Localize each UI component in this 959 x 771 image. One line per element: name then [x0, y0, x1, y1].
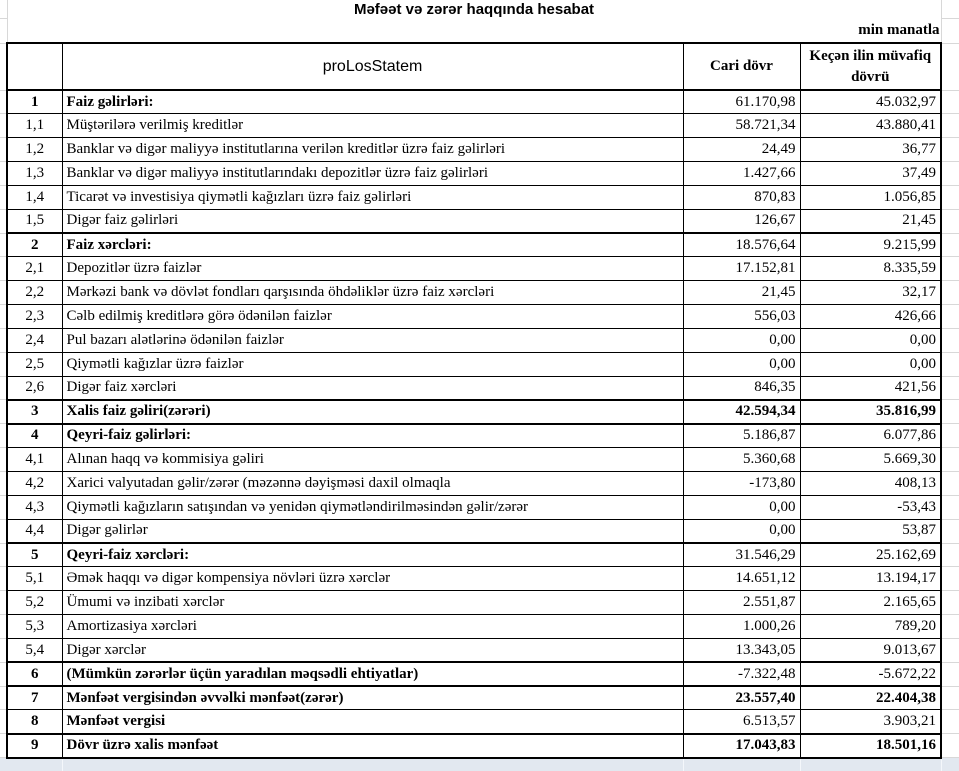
current-value-cell[interactable]: 2.551,87 — [683, 591, 800, 615]
sheet-margin-right — [941, 662, 959, 686]
sheet-margin-right — [941, 18, 959, 43]
row-label-cell[interactable]: Ümumi və inzibati xərclər — [62, 591, 683, 615]
row-number-cell[interactable]: 4,2 — [7, 472, 62, 496]
sheet-margin-right — [941, 615, 959, 639]
previous-value-cell[interactable]: 789,20 — [800, 615, 941, 639]
table-row — [0, 185, 959, 209]
sheet-margin-right — [941, 591, 959, 615]
previous-value-cell[interactable]: 8.335,59 — [800, 257, 941, 281]
row-label-cell[interactable]: Xarici valyutadan gəlir/zərər (məzənnə dəyişməsi daxil olmaqla — [62, 472, 683, 496]
sheet-margin-left — [0, 662, 7, 686]
sheet-margin-left — [0, 734, 7, 758]
table-row — [0, 114, 959, 138]
table-row — [0, 591, 959, 615]
current-value-cell[interactable]: 13.343,05 — [683, 638, 800, 662]
row-number-cell[interactable]: 1,2 — [7, 138, 62, 162]
table-row — [0, 281, 959, 305]
current-value-cell[interactable]: 21,45 — [683, 281, 800, 305]
table-row — [0, 615, 959, 639]
table-row — [0, 209, 959, 233]
previous-value-cell[interactable]: 35.816,99 — [800, 400, 941, 424]
current-value-cell[interactable]: 556,03 — [683, 305, 800, 329]
row-label-cell[interactable]: Alınan haqq və kommisiya gəliri — [62, 448, 683, 472]
current-value-cell[interactable]: 846,35 — [683, 376, 800, 400]
table-row — [0, 567, 959, 591]
row-label-cell[interactable]: Digər faiz xərcləri — [62, 376, 683, 400]
row-number-cell[interactable]: 5,2 — [7, 591, 62, 615]
row-number-cell[interactable]: 6 — [7, 662, 62, 686]
row-label-cell[interactable]: Mənfəət vergisindən əvvəlki mənfəət(zərər) — [62, 686, 683, 710]
previous-value-cell[interactable]: 0,00 — [800, 352, 941, 376]
row-number-cell[interactable]: 8 — [7, 710, 62, 734]
row-label-cell[interactable]: Ticarət və investisiya qiymətli kağızları üzrə faiz gəlirləri — [62, 185, 683, 209]
current-value-cell[interactable]: 18.576,64 — [683, 233, 800, 257]
sheet-margin-left — [0, 0, 7, 18]
next-row-cell — [941, 758, 959, 771]
previous-value-cell[interactable]: 9.215,99 — [800, 233, 941, 257]
table-row — [0, 495, 959, 519]
sheet-margin-right — [941, 424, 959, 448]
sheet-margin-right — [941, 209, 959, 233]
row-label-cell[interactable]: Müştərilərə verilmiş kreditlər — [62, 114, 683, 138]
sheet-margin-right — [941, 472, 959, 496]
unit-label[interactable]: min manatla — [858, 21, 940, 38]
previous-value-cell[interactable]: 13.194,17 — [800, 567, 941, 591]
row-label-cell[interactable]: Xalis faiz gəliri(zərəri) — [62, 400, 683, 424]
previous-value-cell[interactable]: 32,17 — [800, 281, 941, 305]
row-number-cell[interactable]: 1,3 — [7, 162, 62, 186]
table-row — [0, 328, 959, 352]
table-row — [0, 138, 959, 162]
current-value-cell[interactable]: 6.513,57 — [683, 710, 800, 734]
previous-value-cell[interactable]: 5.669,30 — [800, 448, 941, 472]
sheet-margin-right — [941, 43, 959, 90]
sheet-margin-right — [941, 495, 959, 519]
row-number-cell[interactable]: 5,4 — [7, 638, 62, 662]
current-value-cell[interactable]: 58.721,34 — [683, 114, 800, 138]
table-row — [0, 257, 959, 281]
row-label-cell[interactable]: Əmək haqqı və digər kompensiya növləri üzrə xərclər — [62, 567, 683, 591]
sheet-margin-right — [941, 519, 959, 543]
row-label-cell[interactable]: Dövr üzrə xalis mənfəət — [62, 734, 683, 758]
row-number-cell[interactable]: 2,2 — [7, 281, 62, 305]
sheet-margin-right — [941, 352, 959, 376]
row-label-cell[interactable]: Amortizasiya xərcləri — [62, 615, 683, 639]
sheet-margin-right — [941, 328, 959, 352]
previous-value-cell[interactable]: 408,13 — [800, 472, 941, 496]
previous-value-cell[interactable]: 36,77 — [800, 138, 941, 162]
sheet-margin-left — [0, 400, 7, 424]
previous-value-cell[interactable]: 426,66 — [800, 305, 941, 329]
header-current-period-cell[interactable]: Cari dövr — [683, 43, 800, 90]
table-row — [0, 352, 959, 376]
previous-value-cell[interactable]: 1.056,85 — [800, 185, 941, 209]
row-label-cell[interactable]: Digər faiz gəlirləri — [62, 209, 683, 233]
sheet-margin-left — [0, 519, 7, 543]
sheet-margin-right — [941, 400, 959, 424]
table-row — [0, 734, 959, 758]
sheet-margin-right — [941, 257, 959, 281]
table-row — [0, 662, 959, 686]
next-row-cell — [800, 758, 941, 771]
sheet-margin-right — [941, 567, 959, 591]
row-label-cell[interactable]: Qeyri-faiz gəlirləri: — [62, 424, 683, 448]
current-value-cell[interactable]: 870,83 — [683, 185, 800, 209]
row-label-cell[interactable]: (Mümkün zərərlər üçün yaradılan məqsədli ehtiyatlar) — [62, 662, 683, 686]
row-number-cell[interactable]: 9 — [7, 734, 62, 758]
row-label-cell[interactable]: Mərkəzi bank və dövlət fondları qarşısında öhdəliklər üzrə faiz xərcləri — [62, 281, 683, 305]
sheet-margin-left — [0, 591, 7, 615]
previous-value-cell[interactable]: 45.032,97 — [800, 90, 941, 114]
sheet-margin-left — [0, 305, 7, 329]
row-number-cell[interactable]: 2,5 — [7, 352, 62, 376]
row-number-cell[interactable]: 1,1 — [7, 114, 62, 138]
row-number-cell[interactable]: 5,1 — [7, 567, 62, 591]
previous-value-cell[interactable]: 2.165,65 — [800, 591, 941, 615]
sheet-margin-right — [941, 734, 959, 758]
previous-value-cell[interactable]: 37,49 — [800, 162, 941, 186]
row-number-cell[interactable]: 1,4 — [7, 185, 62, 209]
current-value-cell[interactable]: 1.427,66 — [683, 162, 800, 186]
report-title[interactable]: Məfəət və zərər haqqında hesabat — [353, 0, 595, 18]
row-label-cell[interactable]: Qeyri-faiz xərcləri: — [62, 543, 683, 567]
row-number-cell[interactable]: 4,3 — [7, 495, 62, 519]
sheet-margin-right — [941, 281, 959, 305]
sheet-margin-right — [941, 305, 959, 329]
table-row — [0, 424, 959, 448]
sheet-margin-left — [0, 543, 7, 567]
previous-value-cell[interactable]: 9.013,67 — [800, 638, 941, 662]
table-row — [0, 448, 959, 472]
previous-value-cell[interactable]: 25.162,69 — [800, 543, 941, 567]
sheet-margin-left — [0, 43, 7, 90]
sheet-margin-left — [0, 90, 7, 114]
row-number-cell[interactable]: 2,4 — [7, 328, 62, 352]
sheet-margin-right — [941, 138, 959, 162]
header-name-cell[interactable]: proLosStatem — [62, 43, 683, 90]
previous-value-cell[interactable]: 421,56 — [800, 376, 941, 400]
row-number-cell[interactable]: 1 — [7, 90, 62, 114]
current-value-cell[interactable]: 5.186,87 — [683, 424, 800, 448]
row-label-cell[interactable]: Faiz xərcləri: — [62, 233, 683, 257]
row-label-cell[interactable]: Mənfəət vergisi — [62, 710, 683, 734]
row-label-cell[interactable]: Qiymətli kağızlar üzrə faizlər — [62, 352, 683, 376]
title-row — [0, 0, 959, 18]
sheet-margin-right — [941, 376, 959, 400]
current-value-cell[interactable]: 0,00 — [683, 519, 800, 543]
current-value-cell[interactable]: 24,49 — [683, 138, 800, 162]
table-row — [0, 543, 959, 567]
table-row — [0, 376, 959, 400]
row-label-cell[interactable]: Digər xərclər — [62, 638, 683, 662]
sheet-margin-left — [0, 162, 7, 186]
table-row — [0, 638, 959, 662]
sheet-margin-right — [941, 185, 959, 209]
sheet-margin-left — [0, 615, 7, 639]
row-label-cell[interactable]: Banklar və digər maliyyə institutlarındakı depozitlər üzrə faiz gəlirləri — [62, 162, 683, 186]
previous-value-cell[interactable]: 53,87 — [800, 519, 941, 543]
previous-value-cell[interactable]: 18.501,16 — [800, 734, 941, 758]
previous-value-cell[interactable]: 21,45 — [800, 209, 941, 233]
row-number-cell[interactable]: 5,3 — [7, 615, 62, 639]
sheet-margin-left — [0, 281, 7, 305]
previous-value-cell[interactable]: 6.077,86 — [800, 424, 941, 448]
sheet-margin-left — [0, 114, 7, 138]
sheet-margin-left — [0, 567, 7, 591]
sheet-margin-left — [0, 686, 7, 710]
sheet-margin-right — [941, 686, 959, 710]
sheet-margin-right — [941, 162, 959, 186]
sheet-margin-left — [0, 472, 7, 496]
sheet-margin-right — [941, 638, 959, 662]
table-row — [0, 90, 959, 114]
header-row-number-cell[interactable] — [7, 43, 62, 90]
next-row-cell — [683, 758, 800, 771]
sheet-margin-left — [0, 352, 7, 376]
previous-value-cell[interactable]: -53,43 — [800, 495, 941, 519]
row-number-cell[interactable]: 4,4 — [7, 519, 62, 543]
sheet-margin-left — [0, 18, 7, 43]
row-number-cell[interactable]: 2,6 — [7, 376, 62, 400]
row-label-cell[interactable]: Qiymətli kağızların satışından və yenidən qiymətləndirilməsindən gəlir/zərər — [62, 495, 683, 519]
sheet-margin-right — [941, 0, 959, 18]
table-row — [0, 519, 959, 543]
current-value-cell[interactable]: 23.557,40 — [683, 686, 800, 710]
table-header-row — [0, 43, 959, 90]
sheet-margin-left — [0, 710, 7, 734]
sheet-margin-left — [0, 233, 7, 257]
row-label-cell[interactable]: Pul bazarı alətlərinə ödənilən faizlər — [62, 328, 683, 352]
table-body — [0, 90, 959, 758]
table-row — [0, 472, 959, 496]
table-row — [0, 233, 959, 257]
current-value-cell[interactable]: 0,00 — [683, 352, 800, 376]
previous-value-cell[interactable]: 0,00 — [800, 328, 941, 352]
row-label-cell[interactable]: Cəlb edilmiş kreditlərə görə ödənilən faizlər — [62, 305, 683, 329]
sheet-margin-left — [0, 257, 7, 281]
sheet-margin-left — [0, 185, 7, 209]
next-row-cell — [62, 758, 683, 771]
sheet-margin-left — [0, 495, 7, 519]
current-value-cell[interactable]: 31.546,29 — [683, 543, 800, 567]
sheet-margin-right — [941, 233, 959, 257]
current-value-cell[interactable]: 61.170,98 — [683, 90, 800, 114]
current-value-cell[interactable]: 42.594,34 — [683, 400, 800, 424]
sheet-margin-left — [0, 328, 7, 352]
sheet-margin-right — [941, 543, 959, 567]
current-value-cell[interactable]: 0,00 — [683, 495, 800, 519]
row-number-cell[interactable]: 2 — [7, 233, 62, 257]
current-value-cell[interactable]: 17.043,83 — [683, 734, 800, 758]
row-number-cell[interactable]: 7 — [7, 686, 62, 710]
previous-value-cell[interactable]: 43.880,41 — [800, 114, 941, 138]
row-number-cell[interactable]: 4 — [7, 424, 62, 448]
current-value-cell[interactable]: 126,67 — [683, 209, 800, 233]
current-value-cell[interactable]: 14.651,12 — [683, 567, 800, 591]
row-label-cell[interactable]: Faiz gəlirləri: — [62, 90, 683, 114]
sheet-next-row — [0, 758, 959, 771]
next-row-cell — [0, 758, 7, 771]
unit-row — [0, 18, 959, 43]
previous-value-cell[interactable]: -5.672,22 — [800, 662, 941, 686]
table-row — [0, 686, 959, 710]
current-value-cell[interactable]: 5.360,68 — [683, 448, 800, 472]
row-number-cell[interactable]: 2,1 — [7, 257, 62, 281]
sheet-margin-left — [0, 638, 7, 662]
sheet-margin-right — [941, 114, 959, 138]
row-label-cell[interactable]: Banklar və digər maliyyə institutlarına verilən kreditlər üzrə faiz gəlirləri — [62, 138, 683, 162]
row-number-cell[interactable]: 2,3 — [7, 305, 62, 329]
current-value-cell[interactable]: 1.000,26 — [683, 615, 800, 639]
row-label-cell[interactable]: Digər gəlirlər — [62, 519, 683, 543]
row-number-cell[interactable]: 4,1 — [7, 448, 62, 472]
row-number-cell[interactable]: 5 — [7, 543, 62, 567]
table-row — [0, 162, 959, 186]
header-previous-period-cell[interactable]: Keçən ilin müvafiq dövrü — [800, 43, 941, 90]
row-number-cell[interactable]: 3 — [7, 400, 62, 424]
sheet-margin-right — [941, 448, 959, 472]
current-value-cell[interactable]: 17.152,81 — [683, 257, 800, 281]
sheet-margin-left — [0, 138, 7, 162]
current-value-cell[interactable]: -173,80 — [683, 472, 800, 496]
sheet-margin-right — [941, 710, 959, 734]
row-number-cell[interactable]: 1,5 — [7, 209, 62, 233]
sheet-margin-left — [0, 376, 7, 400]
previous-value-cell[interactable]: 3.903,21 — [800, 710, 941, 734]
sheet-margin-left — [0, 448, 7, 472]
row-label-cell[interactable]: Depozitlər üzrə faizlər — [62, 257, 683, 281]
sheet-margin-right — [941, 90, 959, 114]
previous-value-cell[interactable]: 22.404,38 — [800, 686, 941, 710]
current-value-cell[interactable]: 0,00 — [683, 328, 800, 352]
current-value-cell[interactable]: -7.322,48 — [683, 662, 800, 686]
sheet-margin-left — [0, 424, 7, 448]
sheet-margin-left — [0, 209, 7, 233]
next-row-cell — [7, 758, 62, 771]
table-row — [0, 400, 959, 424]
table-row — [0, 710, 959, 734]
table-row — [0, 305, 959, 329]
